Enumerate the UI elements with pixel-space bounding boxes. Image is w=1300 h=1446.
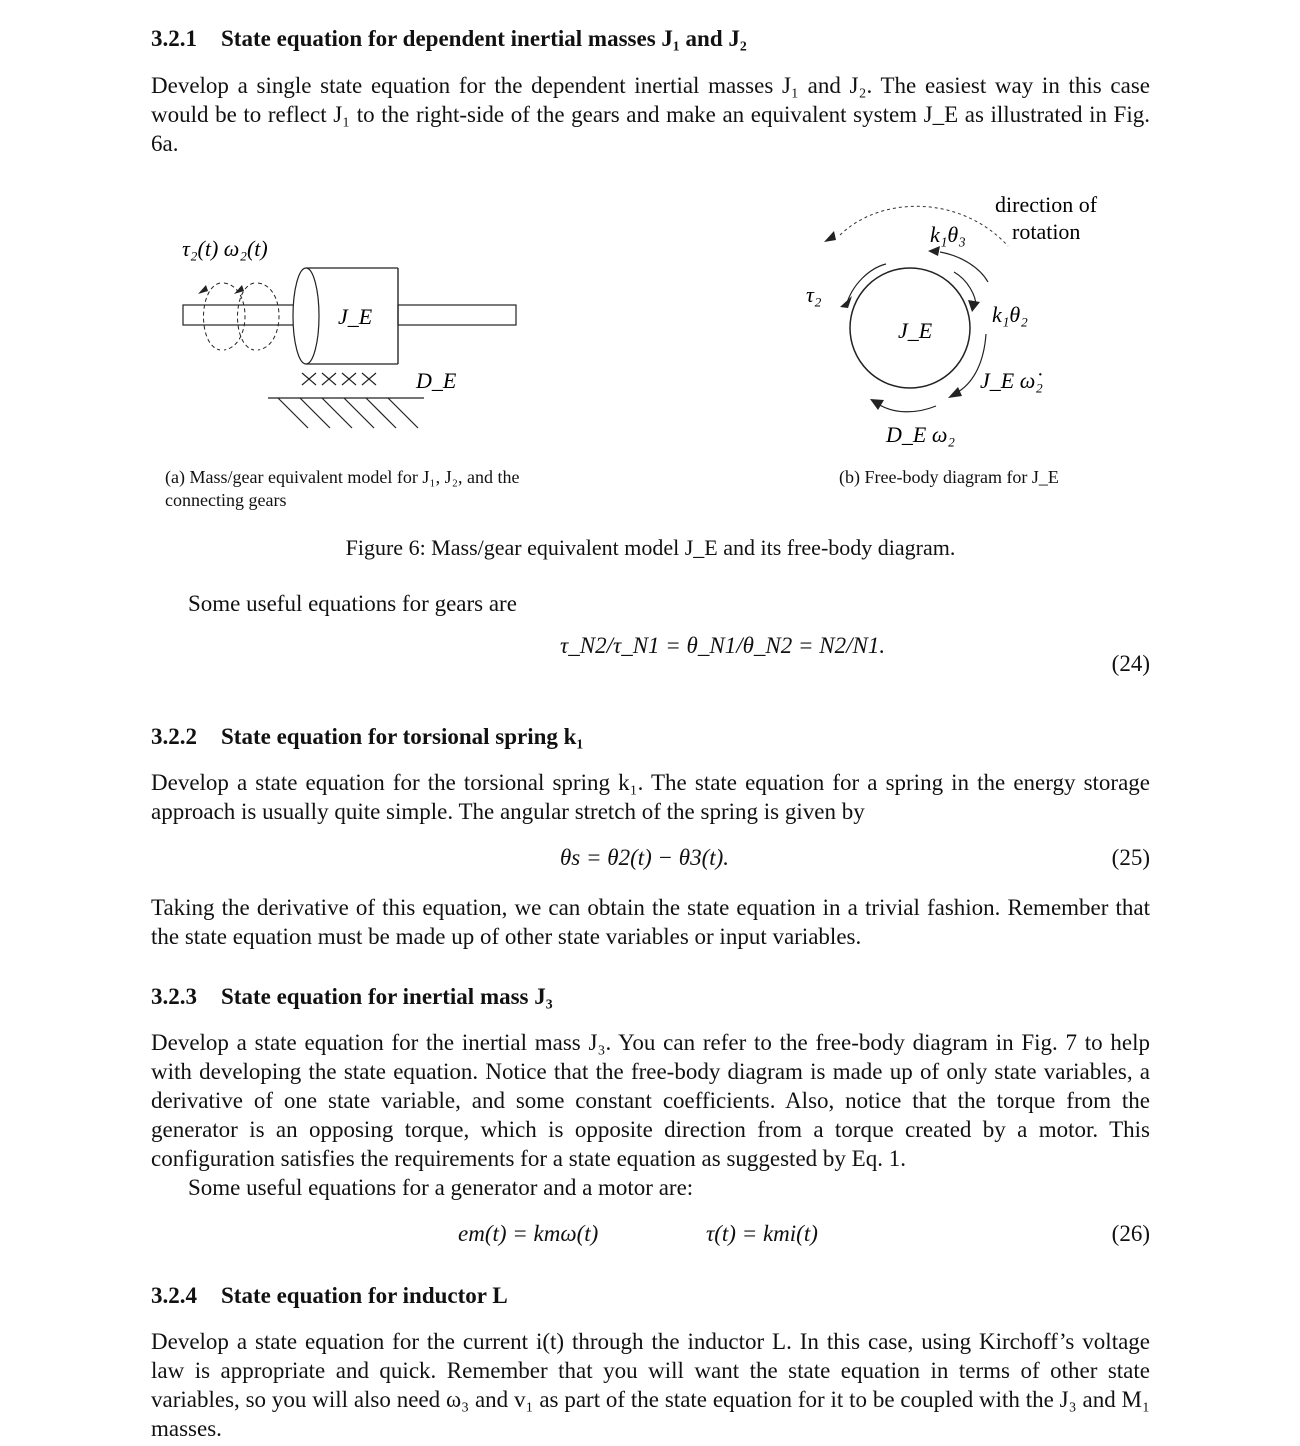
- left-shaft: [183, 305, 301, 325]
- generator-equation: em(t) = kmω(t): [458, 1221, 599, 1246]
- equation-number-26: (26): [1111, 1221, 1150, 1246]
- gears-intro: Some useful equations for gears are: [188, 591, 517, 616]
- arrowhead-icon: [198, 285, 208, 294]
- mass-label: J_E: [338, 304, 373, 329]
- arrowhead-icon: [928, 246, 940, 256]
- section-number: 3.2.2: [151, 724, 197, 749]
- equation-number-24: (24): [1111, 651, 1150, 676]
- paragraph-3-2-4: Develop a state equation for the current i(t) through the inductor L. In this case, using Kirchoff’s voltage law is appropriate and quick. Remember that you will want the state equation in terms of other state variables, so you will also need ω₃ and v₁ as part of the state equation for it to be coupled with the J₃ and M₁ masses.: [151, 1329, 1150, 1441]
- inertia-torque-label: J_E ω̇₂: [980, 368, 1043, 393]
- ground-icon: [268, 398, 424, 428]
- paragraph-3-2-3: Develop a state equation for the inertial mass J₃. You can refer to the free-body diagram in Fig. 7 to help with developing the state equation. Notice that the free-body diagram is made up of only state variables, a derivative of one state variable, and some constant coefficients. Also, notice that the torque from the generator is an opposing torque, which is opposite direction from a torque created by a motor. This configuration satisfies the requirements for a state equation as suggested by Eq. 1.: [151, 1030, 1150, 1171]
- paragraph-3-2-1: Develop a single state equation for the dependent inertial masses J₁ and J₂. The easiest way in this case would be to reflect J₁ to the right-side of the gears and make an equivalent system J_E as illustrated in Fig. 6a.: [151, 73, 1150, 156]
- section-number: 3.2.4: [151, 1283, 197, 1308]
- figure-6a-caption: (a) Mass/gear equivalent model for J₁, J₂, and the connecting gears: [165, 467, 520, 510]
- right-shaft: [398, 305, 516, 325]
- section-title: State equation for inertial mass J₃: [221, 984, 553, 1009]
- section-title: State equation for torsional spring k₁: [221, 724, 584, 749]
- section-heading-3-2-1: [151, 26, 747, 52]
- equation-number-25: (25): [1111, 845, 1150, 870]
- paragraph-3-2-2-a: Develop a state equation for the torsional spring k₁. The state equation for a spring in the energy storage approach is usually quite simple. The angular stretch of the spring is given by: [151, 770, 1150, 824]
- damping-torque-arrow-icon: [878, 404, 936, 412]
- gears-equation: τ_N2/τ_N1 = θ_N1/θ_N2 = N2/N1.: [560, 633, 886, 658]
- input-torque-label: τ₂(t) ω₂(t): [182, 236, 268, 261]
- direction-arc-icon: [840, 206, 1008, 246]
- torque-arrow-icon: [846, 264, 886, 306]
- torque-label: τ₂: [806, 282, 822, 307]
- motor-equation: τ(t) = kmi(t): [706, 1221, 818, 1246]
- damper-icon: [302, 373, 376, 385]
- direction-label-line2: rotation: [1012, 219, 1081, 244]
- paragraph-3-2-3-b: Some useful equations for a generator and a motor are:: [188, 1175, 694, 1200]
- section-title: State equation for inductor L: [221, 1283, 508, 1308]
- direction-label-line1: direction of: [995, 192, 1098, 217]
- arrowhead-icon: [948, 387, 962, 398]
- section-number: 3.2.1: [151, 26, 197, 51]
- mass-label: J_E: [898, 318, 933, 343]
- figure-6a: [160, 228, 540, 438]
- section-number: 3.2.3: [151, 984, 197, 1009]
- spring-stretch-equation: θs = θ2(t) − θ3(t).: [560, 845, 730, 870]
- section-heading-3-2-3: [151, 984, 553, 1010]
- arrowhead-icon: [870, 399, 884, 410]
- section-heading-3-2-2: [151, 724, 583, 750]
- damping-torque-label: D_E ω₂: [886, 422, 956, 447]
- spring-torque-theta2-label: k₁θ₂: [992, 302, 1028, 327]
- arrowhead-icon: [824, 231, 836, 242]
- figure-6b-caption: (b) Free-body diagram for J_E: [839, 467, 1059, 487]
- figure-6-caption: Figure 6: Mass/gear equivalent model J_E and its free-body diagram.: [345, 535, 956, 560]
- paragraph-3-2-2-b: Taking the derivative of this equation, we can obtain the state equation in a trivial fashion. Remember that the state equation must be made up of other state variables or input variables.: [151, 895, 1150, 949]
- arrowhead-icon: [968, 300, 980, 312]
- arrowhead-icon: [840, 296, 852, 308]
- spring-torque-theta3-label: k₁θ₃: [930, 222, 966, 247]
- section-heading-3-2-4: [151, 1283, 508, 1309]
- section-title: State equation for dependent inertial masses J₁ and J₂: [221, 26, 747, 51]
- damper-label: D_E: [416, 368, 457, 393]
- rotation-arrows-icon: [204, 283, 280, 350]
- spring-arrow-theta3-icon: [940, 252, 988, 282]
- figure-6b: [790, 188, 1130, 460]
